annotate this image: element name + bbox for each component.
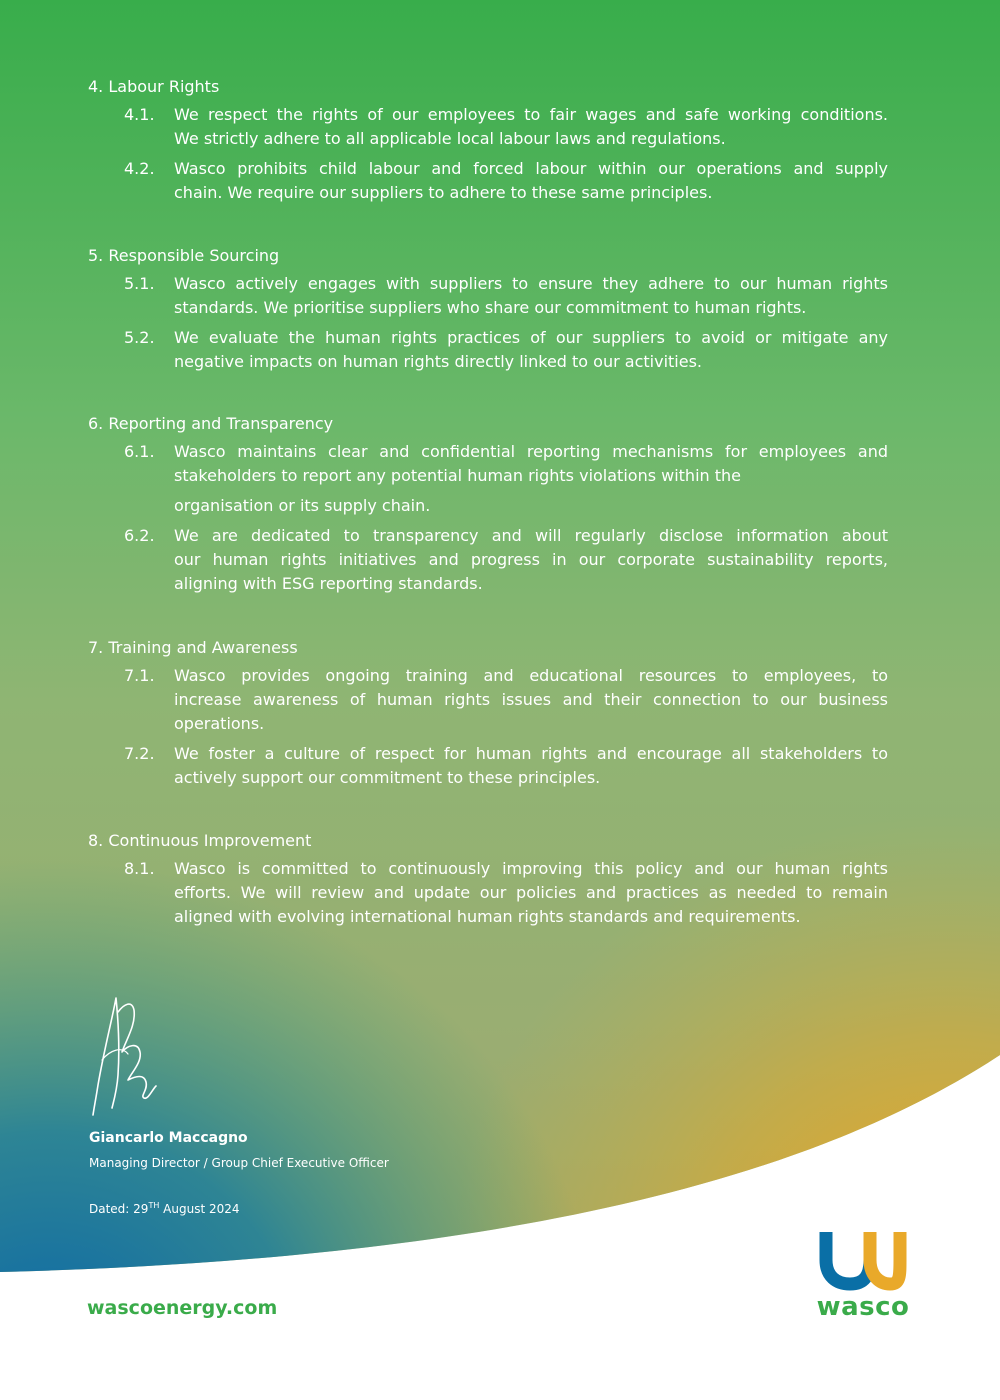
- list-item: [88, 742, 888, 790]
- section-title: 4. Labour Rights: [88, 77, 220, 96]
- list-item: [88, 524, 888, 596]
- section-responsible-sourcing: [88, 246, 888, 374]
- item-line: organisation or its supply chain.: [174, 496, 431, 515]
- item-line: Wasco maintains clear and confidential reporting mechanisms for employees and: [174, 442, 888, 461]
- item-number: 6.1.: [124, 442, 155, 461]
- item-line: We respect the rights of our employees to fair wages and safe working conditions.: [174, 105, 888, 124]
- section-title: 5. Responsible Sourcing: [88, 246, 280, 265]
- section-training-awareness: [88, 638, 888, 790]
- item-line: aligned with evolving international human rights standards and requirements.: [174, 907, 801, 926]
- item-line: standards. We prioritise suppliers who share our commitment to human rights.: [174, 298, 807, 317]
- item-line: increase awareness of human rights issues and their connection to our business: [174, 690, 888, 709]
- item-number: 8.1.: [124, 859, 155, 878]
- date-suffix-sup: TH: [148, 1201, 160, 1210]
- website-link[interactable]: wascoenergy.com: [87, 1297, 278, 1319]
- item-line: operations.: [174, 714, 265, 733]
- section-continuous-improvement: [88, 831, 888, 929]
- item-line: negative impacts on human rights directly linked to our activities.: [174, 352, 702, 371]
- list-item: [88, 272, 888, 320]
- item-number: 7.2.: [124, 744, 155, 763]
- item-number: 5.2.: [124, 328, 155, 347]
- item-line: We foster a culture of respect for human rights and encourage all stakeholders to: [174, 744, 888, 763]
- item-line: stakeholders to report any potential human rights violations within the: [174, 466, 741, 485]
- item-line: Wasco actively engages with suppliers to ensure they adhere to our human rights: [174, 274, 888, 293]
- item-line: We are dedicated to transparency and will regularly disclose information about: [174, 526, 888, 545]
- signatory-role: Managing Director / Group Chief Executive Officer: [89, 1156, 389, 1170]
- item-number: 5.1.: [124, 274, 155, 293]
- item-line: efforts. We will review and update our policies and practices as needed to remain: [174, 883, 888, 902]
- item-line: Wasco prohibits child labour and forced labour within our operations and supply: [174, 159, 888, 178]
- date-month-year: August 2024: [159, 1202, 240, 1216]
- list-item: [88, 440, 888, 518]
- section-title: 7. Training and Awareness: [88, 638, 298, 657]
- list-item: [88, 157, 888, 205]
- section-title: 8. Continuous Improvement: [88, 831, 312, 850]
- list-item: [88, 326, 888, 374]
- item-line: actively support our commitment to these principles.: [174, 768, 601, 787]
- item-number: 6.2.: [124, 526, 155, 545]
- item-number: 4.2.: [124, 159, 155, 178]
- section-title: 6. Reporting and Transparency: [88, 414, 334, 433]
- list-item: [88, 664, 888, 736]
- wasco-logo-text: wasco: [816, 1292, 910, 1322]
- item-line: Wasco is committed to continuously improving this policy and our human rights: [174, 859, 888, 878]
- item-number: 4.1.: [124, 105, 155, 124]
- section-reporting-transparency: [88, 414, 888, 596]
- item-line: We evaluate the human rights practices of our suppliers to avoid or mitigate any: [174, 328, 888, 347]
- item-line: Wasco provides ongoing training and educational resources to employees, to: [174, 666, 888, 685]
- item-line: aligning with ESG reporting standards.: [174, 574, 483, 593]
- item-line: chain. We require our suppliers to adhere to these same principles.: [174, 183, 713, 202]
- item-line: We strictly adhere to all applicable local labour laws and regulations.: [174, 129, 726, 148]
- list-item: [88, 857, 888, 929]
- signature-image: [88, 990, 168, 1120]
- section-labour-rights: [88, 77, 888, 205]
- list-item: [88, 103, 888, 151]
- signatory-name: Giancarlo Maccagno: [89, 1130, 248, 1146]
- date-prefix: Dated: 29: [89, 1202, 149, 1216]
- document-date: [89, 1201, 240, 1216]
- item-line: our human rights initiatives and progress in our corporate sustainability reports,: [174, 550, 888, 569]
- item-number: 7.1.: [124, 666, 155, 685]
